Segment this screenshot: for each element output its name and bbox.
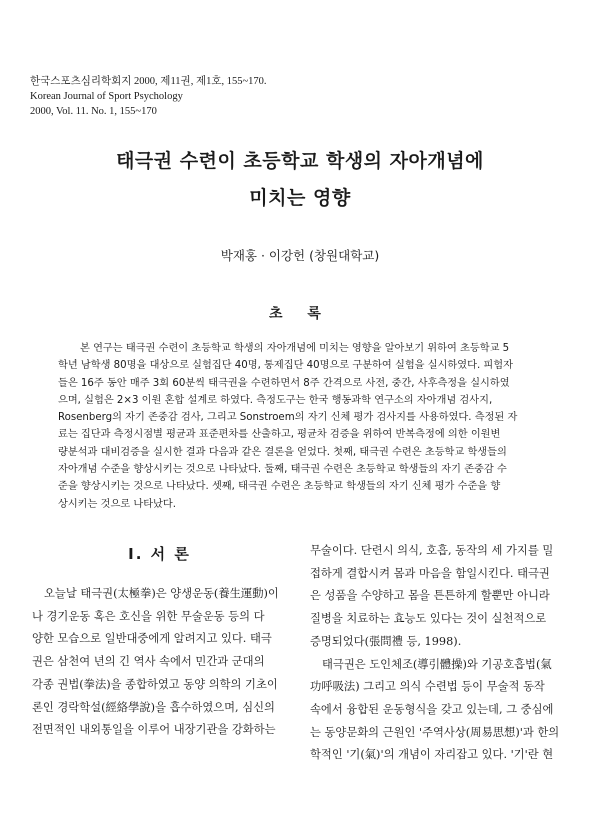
abstract-line: 료는 집단과 측정시점별 평균과 표준편차를 산출하고, 평균차 검증을 위하여 반복측정에 의한 이원변 <box>58 429 501 441</box>
body-line: 오늘날 태극권(太極拳)은 양생운동(養生運動)이 <box>44 587 279 600</box>
authors: 박재홍 · 이강헌 (창원대학교) <box>220 248 380 263</box>
body-line: 학적인 '기(氣)'의 개념이 자리잡고 있다. '기'란 현 <box>310 748 554 762</box>
body-line: 전면적인 내외통일을 이루어 내장기관을 강화하는 <box>32 723 276 737</box>
abstract-body <box>58 340 538 513</box>
body-line: 는 동양문화의 근원인 '주역사상(周易思想)'과 한의 <box>310 725 560 739</box>
paper-title-line-2: 미치는 영향 <box>249 187 351 209</box>
body-line: 속에서 융합된 운동형식을 갖고 있는데, 그 중심에 <box>310 702 554 716</box>
body-line: 양한 모습으로 일반대중에게 알려지고 있다. 태극 <box>32 632 272 646</box>
abstract-line: 량분석과 대비검증을 실시한 결과 다음과 같은 결론을 얻었다. 첫째, 태극권 수련은 초등학교 학생들의 <box>58 446 507 458</box>
journal-citation-korean: 한국스포츠심리학회지 2000, 제11권, 제1호, 155~170. <box>30 76 267 87</box>
abstract-line: 자아개념 수준을 향상시키는 것으로 나타났다. 둘째, 태극권 수련은 초등학교 학생들의 자기 존중감 수 <box>58 464 507 476</box>
abstract-line: 학년 남학생 80명을 대상으로 실험집단 40명, 통제집단 40명으로 구분하여 실험을 실시하였다. 피험자 <box>58 360 513 372</box>
journal-citation-volume: 2000, Vol. 11. No. 1, 155~170 <box>30 106 157 117</box>
body-line: 접하게 결합시켜 몸과 마음을 함일시킨다. 태극권 <box>310 566 550 580</box>
abstract-line: 들은 16주 동안 매주 3회 60분씩 태극권을 수련하면서 8주 간격으로 사전, 중간, 사후측정을 실시하였 <box>58 377 510 389</box>
abstract-line: 본 연구는 태극권 수련이 초등학교 학생의 자아개념에 미치는 영향을 알아보기 위하여 초등학교 5 <box>80 343 510 354</box>
section-heading-introduction: Ⅰ. 서 론 <box>128 545 191 563</box>
abstract-line: 준을 향상시키는 것으로 나타났다. 셋째, 태극권 수련은 초등학교 학생들의 자기 신체 평가 수준을 향 <box>58 481 501 493</box>
journal-citation-english: Korean Journal of Sport Psychology <box>30 91 183 102</box>
body-column-right <box>310 540 565 767</box>
body-column-left <box>32 540 287 742</box>
body-line: 각종 권법(拳法)을 종합하였고 동양 의학의 기초이 <box>32 677 278 691</box>
body-line: 태극권은 도인체조(導引體操)와 기공호흡법(氣 <box>322 657 552 671</box>
body-line: 나 경기운동 혹은 호신을 위한 무술운동 등의 다 <box>32 609 265 623</box>
body-line: 론인 경락학설(經絡學說)을 흡수하였으며, 심신의 <box>32 700 275 714</box>
body-line: 무술이다. 단련시 의식, 호흡, 동작의 세 가지를 밀 <box>310 544 554 557</box>
abstract-line: 으며, 실험은 2×3 이원 혼합 설계로 하였다. 측정도구는 한국 행동과학 연구소의 자아개념 검사지, <box>58 394 493 406</box>
body-line: 권은 삼천여 년의 긴 역사 속에서 민간과 군대의 <box>32 655 265 669</box>
abstract-line: 상시키는 것으로 나타났다. <box>58 498 176 510</box>
journal-citation <box>30 74 267 119</box>
abstract-line: Rosenberg의 자기 존중감 검사, 그리고 Sonstroem의 자기 신체 평가 검사지를 사용하였다. 측정된 자 <box>58 412 518 424</box>
body-line: 은 성품을 수양하고 몸을 튼튼하게 할뿐만 아니라 <box>310 589 550 603</box>
paper-title-line-1: 태극권 수련이 초등학교 학생의 자아개념에 <box>116 150 484 172</box>
body-line: 증명되었다(張問禮 등, 1998). <box>310 634 462 648</box>
body-line: 질병을 치료하는 효능도 있다는 것이 실천적으로 <box>310 612 547 626</box>
body-line: 功呼吸法) 그리고 의식 수련법 등이 무술적 동작 <box>310 680 545 694</box>
abstract-heading: 초 록 <box>269 306 331 322</box>
